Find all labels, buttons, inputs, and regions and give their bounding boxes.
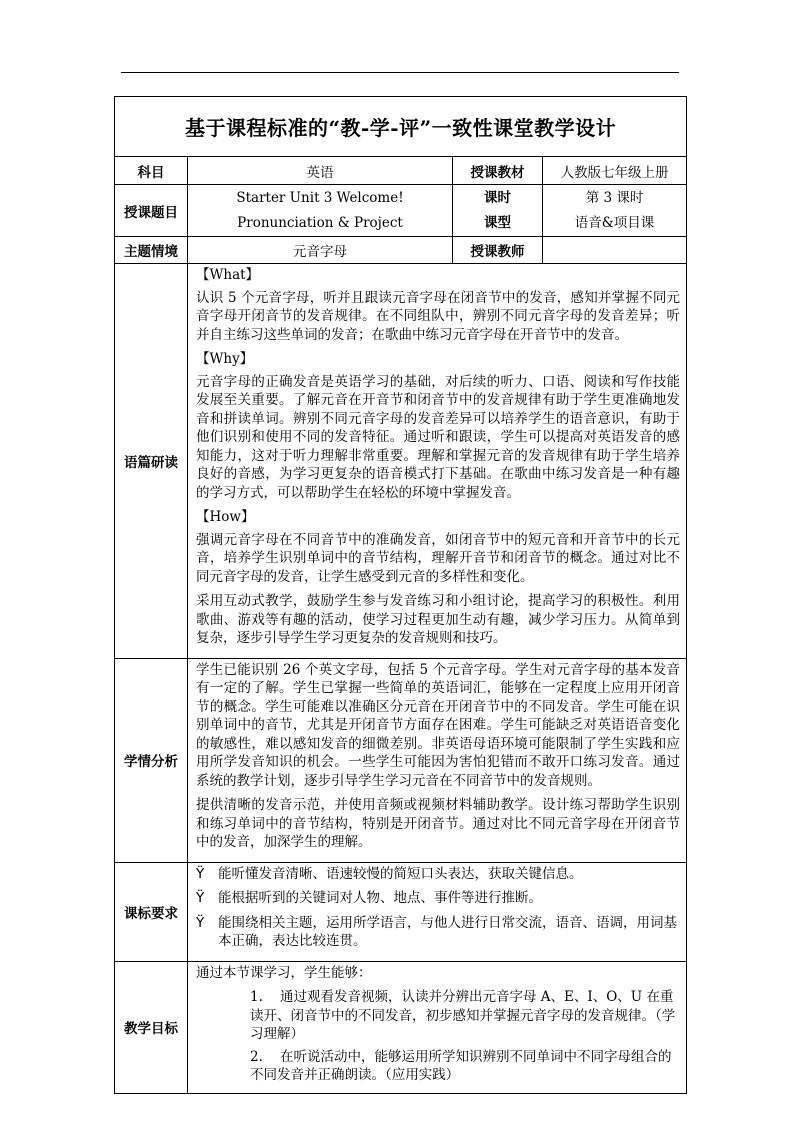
standard-text: 能根据听到的关键词对人物、地点、事件等进行推断。 [218, 890, 542, 906]
standards-label: 课标要求 [115, 862, 188, 961]
what-text: 认识 5 个元音字母，听并且跟读元音字母在闭音节中的发音，感知并掌握不同元音字母开闭音节的发音规律。在不同组队中，辨别不同元音字母的发音差异；听并自主练习这些单词的发音；在歌曲中练习元音字母在开音节中的发音。 [196, 289, 681, 343]
header-rule [121, 72, 679, 73]
bullet-mark: Ÿ [196, 914, 205, 931]
textbook-value: 人教版七年级上册 [543, 157, 687, 185]
period-label: 课时 [484, 189, 511, 206]
objectives-intro: 通过本节课学习，学生能够： [196, 964, 372, 981]
standard-item [196, 914, 680, 951]
subject-label: 科目 [115, 157, 188, 185]
learner-content [188, 658, 687, 862]
what-tag: 【What】 [196, 267, 260, 283]
objective-number: 2. [250, 1048, 263, 1065]
standard-item [196, 865, 680, 884]
topic-line-1: Starter Unit 3 Welcome! [236, 189, 404, 206]
how-text-1: 强调元音字母在不同音节中的准确发音，如闭音节中的短元音和开音节中的长元音，培养学生识别单词中的音节结构，理解开音节和闭音节的概念。通过对比不同元音字母的发音，让学生感受到元音的多样性和变化。 [196, 531, 681, 585]
type-value: 语音&项目课 [574, 214, 655, 231]
learner-label: 学情分析 [115, 658, 188, 862]
objectives-label: 教学目标 [115, 961, 188, 1093]
standard-text: 能听懂发音清晰、语速较慢的简短口头表达，获取关键信息。 [218, 865, 583, 882]
objective-number: 1. [250, 989, 263, 1005]
period-type-labels [453, 185, 543, 237]
bullet-mark: Ÿ [196, 865, 205, 882]
objective-item [196, 988, 680, 1044]
analysis-content [188, 264, 687, 659]
standard-item [196, 889, 680, 908]
objective-text: 通过观看发音视频，认读并分辨出元音字母 A、E、I、O、U 在重读开、闭音节中的不同发音，初步感知并掌握元音字母的发音规律。（学习理解） [250, 989, 676, 1042]
teacher-label: 授课教师 [453, 237, 543, 264]
how-tag: 【How】 [196, 509, 255, 525]
objective-text: 在听说活动中，能够运用所学知识辨别不同单词中不同字母组合的不同发音并正确朗读。（应用实践） [250, 1048, 672, 1083]
period-type-values [543, 185, 687, 237]
bullet-mark: Ÿ [196, 890, 205, 906]
subject-value: 英语 [188, 157, 453, 185]
document-title: 基于课程标准的“教-学-评”一致性课堂教学设计 [115, 97, 687, 157]
theme-label: 主题情境 [115, 237, 188, 264]
topic-value [188, 185, 453, 237]
analysis-label: 语篇研读 [115, 264, 188, 659]
why-text: 元音字母的正确发音是英语学习的基础，对后续的听力、口语、阅读和写作技能发展至关重要。了解元音在开音节和闭音节中的发音规律有助于学生更准确地发音和拼读单词。辨别不同元音字母的发音差异可以培养学生的语音意识，有助于他们识别和使用不同的发音特征。通过听和跟读，学生可以提高对英语发音的感知能力，这对于听力理解非常重要。理解和掌握元音的发音规律有助于学生培养良好的音感，为学习更复杂的语音模式打下基础。在歌曲中练习发音是一种有趣的学习方式，可以帮助学生在轻松的环境中掌握发音。 [196, 373, 681, 501]
standards-content [188, 862, 687, 961]
learner-text-1: 学生已能识别 26 个英文字母，包括 5 个元音字母。学生对元音字母的基本发音有一定的了解。学生已掌握一些简单的英语词汇，能够在一定程度上应用开闭音节的概念。学生可能难以准确区分元音在开闭音节中的不同发音。学生可能在识别单词中的音节，尤其是开闭音节方面存在困难。学生可能缺乏对英语语音变化的敏感性，难以感知发音的细微差别。非英语母语环境可能限制了学生实践和应用所学发音知识的机会。一些学生可能因为害怕犯错而不敢开口练习发音。通过系统的教学计划，逐步引导学生学习元音在不同音节中的发音规则。 [196, 661, 681, 789]
topic-line-2: Pronunciation & Project [237, 214, 403, 231]
type-label: 课型 [484, 214, 511, 231]
teacher-value [543, 237, 687, 264]
topic-label: 授课题目 [115, 185, 188, 237]
period-value: 第 3 课时 [585, 189, 644, 206]
objective-item [196, 1048, 680, 1085]
standard-text: 能围绕相关主题，运用所学语言，与他人进行日常交流，语音、语调，用词基本正确，表达比较连贯。 [218, 914, 677, 949]
lesson-plan-table [114, 96, 687, 1094]
learner-text-2: 提供清晰的发音示范，并使用音频或视频材料辅助教学。设计练习帮助学生识别和练习单词中的音节结构，特别是开闭音节。通过对比不同元音字母在开闭音节中的发音，加深学生的理解。 [196, 797, 681, 850]
how-text-2: 采用互动式教学，鼓励学生参与发音练习和小组讨论，提高学习的积极性。利用歌曲、游戏等有趣的活动，使学习过程更加生动有趣，减少学习压力。从简单到复杂，逐步引导学生学习更复杂的发音规则和技巧。 [196, 593, 681, 646]
theme-value: 元音字母 [188, 237, 453, 264]
why-tag: 【Why】 [196, 351, 254, 367]
textbook-label: 授课教材 [453, 157, 543, 185]
objectives-content [188, 961, 687, 1093]
